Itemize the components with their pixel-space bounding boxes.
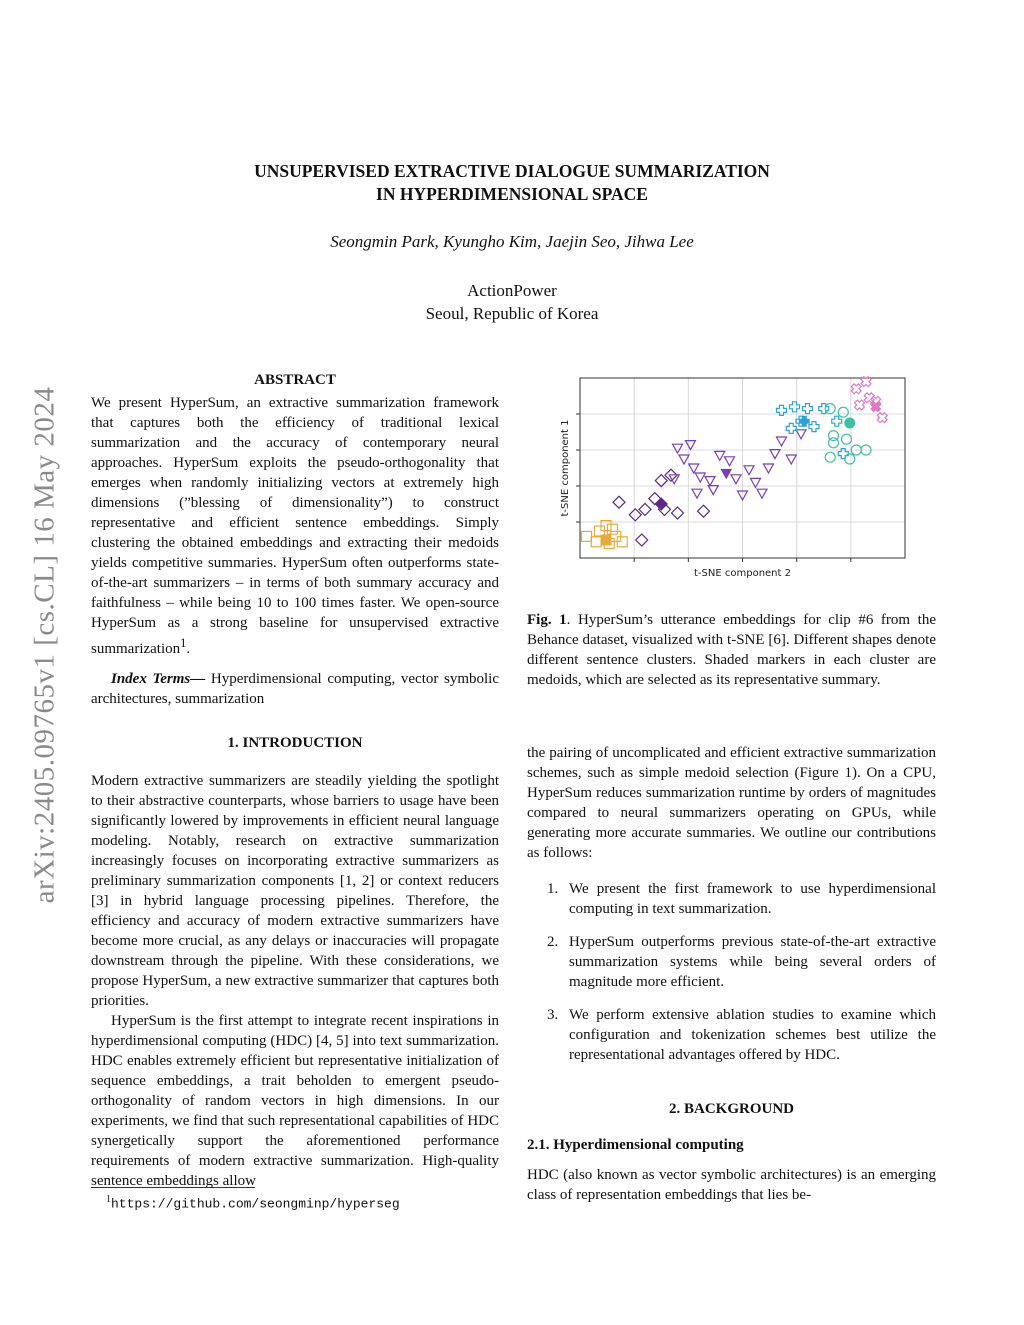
- affiliation-location: Seoul, Republic of Korea: [425, 304, 599, 323]
- background-paragraph-1: HDC (also known as vector symbolic architectures) is an emerging class of representation embeddings that lies be-: [527, 1167, 936, 1203]
- contribution-item: [527, 879, 936, 919]
- paper-title: [0, 160, 1024, 206]
- contributions-list: [527, 879, 936, 1065]
- title-line-1: UNSUPERVISED EXTRACTIVE DIALOGUE SUMMARIZATION: [254, 161, 770, 181]
- index-terms-label: Index Terms—: [111, 671, 206, 687]
- scatter-point: [613, 496, 625, 508]
- medoid-point: [845, 418, 855, 428]
- footnote-mark: 1: [106, 1194, 111, 1205]
- scatter-point: [686, 441, 696, 450]
- abstract-trail: .: [186, 641, 191, 657]
- index-terms: [91, 669, 499, 709]
- authors: Seongmin Park, Kyungho Kim, Jaejin Seo, Jihwa Lee: [330, 232, 694, 251]
- arxiv-id: arXiv:2405.09765v1 [cs.CL] 16 May 2024: [28, 386, 61, 904]
- medoid-point: [601, 535, 611, 545]
- scatter-point: [825, 404, 835, 414]
- scatter-point: [608, 524, 618, 534]
- scatter-point: [715, 451, 725, 460]
- scatter-point: [875, 411, 889, 425]
- background-heading: 2. BACKGROUND: [668, 1101, 794, 1117]
- scatter-point: [725, 457, 735, 466]
- scatter-point: [786, 455, 796, 464]
- scatter-point: [832, 416, 842, 426]
- scatter-point: [698, 505, 710, 517]
- scatter-point: [786, 423, 796, 433]
- contribution-text: We present the first framework to use hyperdimensional computing in text summarization.: [569, 881, 936, 917]
- intro-paragraph-3: the pairing of uncomplicated and efficient extractive summarization schemes, such as simple medoid selection (Figure 1). On a CPU, HyperSum reduces summarization runtime by orders of magnitudes compared to neural summarizers operating on GPUs, while generating more accurate summaries. We outline our contributions as follows:: [527, 745, 936, 861]
- contribution-number: 1.: [547, 881, 559, 897]
- right-column: [527, 743, 936, 1205]
- scatter-point: [689, 464, 699, 473]
- scatter-point: [829, 431, 839, 441]
- abstract-text: [91, 393, 499, 659]
- footnote-rule: [91, 1187, 255, 1188]
- abstract-footnote-mark: 1: [180, 636, 187, 650]
- contribution-item: [527, 1005, 936, 1065]
- scatter-point: [636, 534, 648, 546]
- y-axis-label: t-SNE component 1: [560, 419, 571, 517]
- scatter-point: [708, 486, 718, 495]
- arxiv-stamp: [25, 345, 65, 945]
- contribution-number: 3.: [547, 1007, 559, 1023]
- scatter-point: [796, 430, 806, 439]
- scatter-point: [591, 537, 601, 547]
- abstract-heading: ABSTRACT: [254, 372, 336, 388]
- scatter-point: [845, 454, 855, 464]
- scatter-point: [777, 437, 787, 446]
- scatter-point: [825, 452, 835, 462]
- intro-paragraph-2: HyperSum is the first attempt to integrate recent inspirations in hyperdimensional computing (HDC) [4, 5] into text summarization. HDC enables extremely efficient but representative initialization of sequence embeddings, a trait beholden to emergent pseudo-orthogonality of random vectors in high dimensions. In our experiments, we find that such representational capabilities of HDC synergetically support the aforementioned performance requirements of modern extractive summarization. High-quality sentence embeddings allow: [91, 1013, 499, 1189]
- scatter-point: [809, 422, 819, 432]
- figure-caption: [527, 610, 936, 690]
- scatter-point: [669, 475, 679, 484]
- scatter-point: [744, 466, 754, 475]
- title-line-2: IN HYPERDIMENSIONAL SPACE: [376, 184, 648, 204]
- affiliation-org: ActionPower: [467, 281, 557, 300]
- scatter-point: [705, 477, 715, 486]
- affiliation: [0, 279, 1024, 325]
- intro-heading: 1. INTRODUCTION: [227, 735, 363, 751]
- footnote-url[interactable]: https://github.com/seongminp/hyperseg: [111, 1196, 400, 1212]
- x-axis-label: t-SNE component 2: [694, 568, 791, 579]
- scatter-point: [692, 489, 702, 498]
- left-column: [91, 370, 499, 1191]
- scatter-point: [679, 455, 689, 464]
- contribution-text: HyperSum outperforms previous state-of-the-art extractive summarization systems while being several orders of magnitude more efficient.: [569, 934, 936, 990]
- scatter-point: [757, 489, 767, 498]
- hdc-subheading: 2.1. Hyperdimensional computing: [527, 1137, 744, 1153]
- scatter-point: [842, 434, 852, 444]
- contribution-item: [527, 932, 936, 992]
- contribution-number: 2.: [547, 934, 559, 950]
- footnote: [106, 1194, 400, 1211]
- scatter-point-shape: [875, 411, 889, 425]
- medoid-point: [721, 469, 731, 478]
- caption-label: Fig. 1: [527, 612, 567, 628]
- scatter-point: [764, 464, 774, 473]
- scatter-point: [673, 444, 683, 453]
- scatter-point: [672, 507, 684, 519]
- scatter-point: [803, 404, 813, 414]
- intro-paragraph-1: Modern extractive summarizers are steadily yielding the spotlight to their abstractive counterparts, whose barriers to usage have been significantly lowered by improvements in efficient neural language modeling. Notably, research on extractive summarization increasingly focuses on incorporating extractive summarizers as preliminary summarization components [1, 2] or context reducers [3] in hybrid language processing pipelines. Therefore, the efficiency and accuracy of modern extractive summarizers have become more crucial, as any delays or inaccuracies will propagate downstream through the pipeline. With these considerations, we propose HyperSum, a new extractive summarizer that captures both priorities.: [91, 773, 499, 1009]
- medoid-point: [799, 416, 809, 426]
- scatter-point: [790, 402, 800, 412]
- scatter-point: [695, 473, 705, 482]
- medoid-point: [655, 498, 667, 510]
- scatter-point: [731, 475, 741, 484]
- contribution-text: We perform extensive ablation studies to examine which configuration and tokenization schemes best utilize the representational advantages offered by HDC.: [569, 1007, 936, 1063]
- abstract-body: We present HyperSum, an extractive summarization framework that captures both the efficiency of traditional lexical summarization and the accuracy of contemporary neural approaches. HyperSum exploits the pseudo-orthogonality that emerges when randomly initializing vectors at extremely high dimensions (”blessing of dimensionality”) to construct representative and efficient sentence embeddings. Simply clustering the obtained embeddings and extracting their medoids yields competitive summaries. HyperSum often outperforms state-of-the-art summarizers – in terms of both summary accuracy and faithfulness – while being 10 to 100 times faster. We open-source HyperSum as a strong baseline for unsupervised extractive summarization: [91, 395, 499, 657]
- index-terms-text: Hyperdimensional computing, vector symbolic architectures, summarization: [91, 671, 499, 707]
- caption-text: . HyperSum’s utterance embeddings for clip #6 from the Behance dataset, visualized with t-SNE [6]. Different shapes denote different sentence clusters. Shaded markers in each cluster are medoids, which are selected as its representative summary.: [527, 612, 936, 688]
- scatter-point: [582, 531, 592, 541]
- tsne-scatter-plot: [560, 368, 910, 583]
- scatter-point: [838, 407, 848, 417]
- scatter-point: [770, 450, 780, 459]
